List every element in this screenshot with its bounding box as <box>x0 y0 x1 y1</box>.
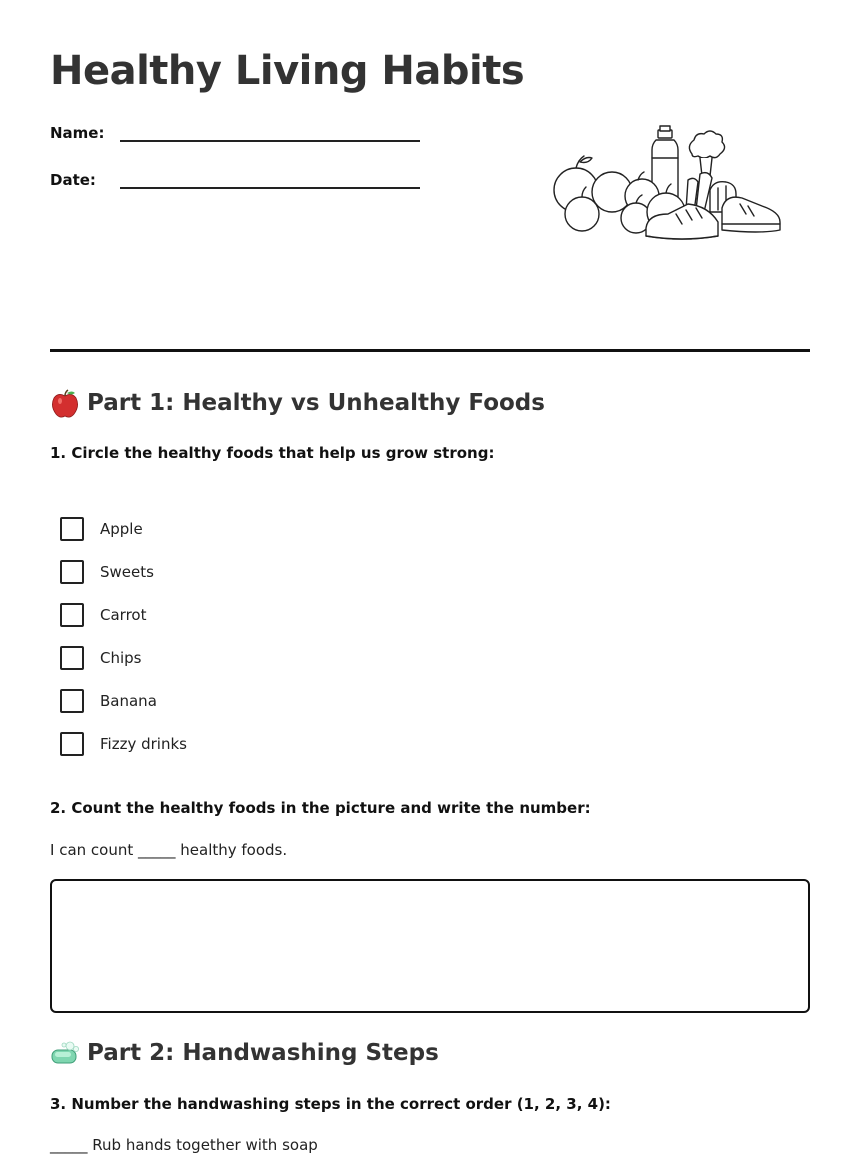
option-label: Chips <box>100 648 142 667</box>
option-banana[interactable] <box>60 679 187 722</box>
question-3: 3. Number the handwashing steps in the correct order (1, 2, 3, 4): <box>50 1095 611 1113</box>
soap-icon <box>50 1038 80 1068</box>
option-label: Apple <box>100 519 143 538</box>
option-label: Carrot <box>100 605 147 624</box>
name-line[interactable] <box>120 122 420 142</box>
checkbox[interactable] <box>60 689 84 713</box>
option-fizzy-drinks[interactable] <box>60 722 187 765</box>
date-label: Date: <box>50 171 96 189</box>
name-field[interactable] <box>50 122 420 142</box>
food-options-list <box>60 507 187 765</box>
part2-title <box>50 1038 439 1068</box>
date-line[interactable] <box>120 169 420 189</box>
part2-title-text: Part 2: Handwashing Steps <box>87 1040 439 1066</box>
broccoli-icon <box>689 131 724 176</box>
option-label: Sweets <box>100 562 154 581</box>
worksheet-page <box>50 0 810 1161</box>
handwashing-step-item: _____ Rub hands together with soap <box>50 1136 318 1154</box>
healthy-food-illustration <box>550 124 794 254</box>
answer-box[interactable] <box>50 879 810 1013</box>
checkbox[interactable] <box>60 646 84 670</box>
option-chips[interactable] <box>60 636 187 679</box>
date-field[interactable] <box>50 169 420 189</box>
option-sweets[interactable] <box>60 550 187 593</box>
checkbox[interactable] <box>60 732 84 756</box>
option-carrot[interactable] <box>60 593 187 636</box>
part1-title-text: Part 1: Healthy vs Unhealthy Foods <box>87 390 545 416</box>
name-label: Name: <box>50 124 105 142</box>
question-1: 1. Circle the healthy foods that help us grow strong: <box>50 444 495 462</box>
count-sentence: I can count _____ healthy foods. <box>50 841 288 859</box>
red-apple-icon <box>50 388 80 418</box>
part1-title <box>50 388 545 418</box>
apple-icon <box>565 197 599 231</box>
checkbox[interactable] <box>60 517 84 541</box>
option-apple[interactable] <box>60 507 187 550</box>
question-2: 2. Count the healthy foods in the picture and write the number: <box>50 799 591 817</box>
worksheet-title: Healthy Living Habits <box>50 48 525 94</box>
option-label: Banana <box>100 691 157 710</box>
option-label: Fizzy drinks <box>100 734 187 753</box>
checkbox[interactable] <box>60 560 84 584</box>
sneaker-icon <box>722 197 780 232</box>
header-divider <box>50 349 810 352</box>
checkbox[interactable] <box>60 603 84 627</box>
